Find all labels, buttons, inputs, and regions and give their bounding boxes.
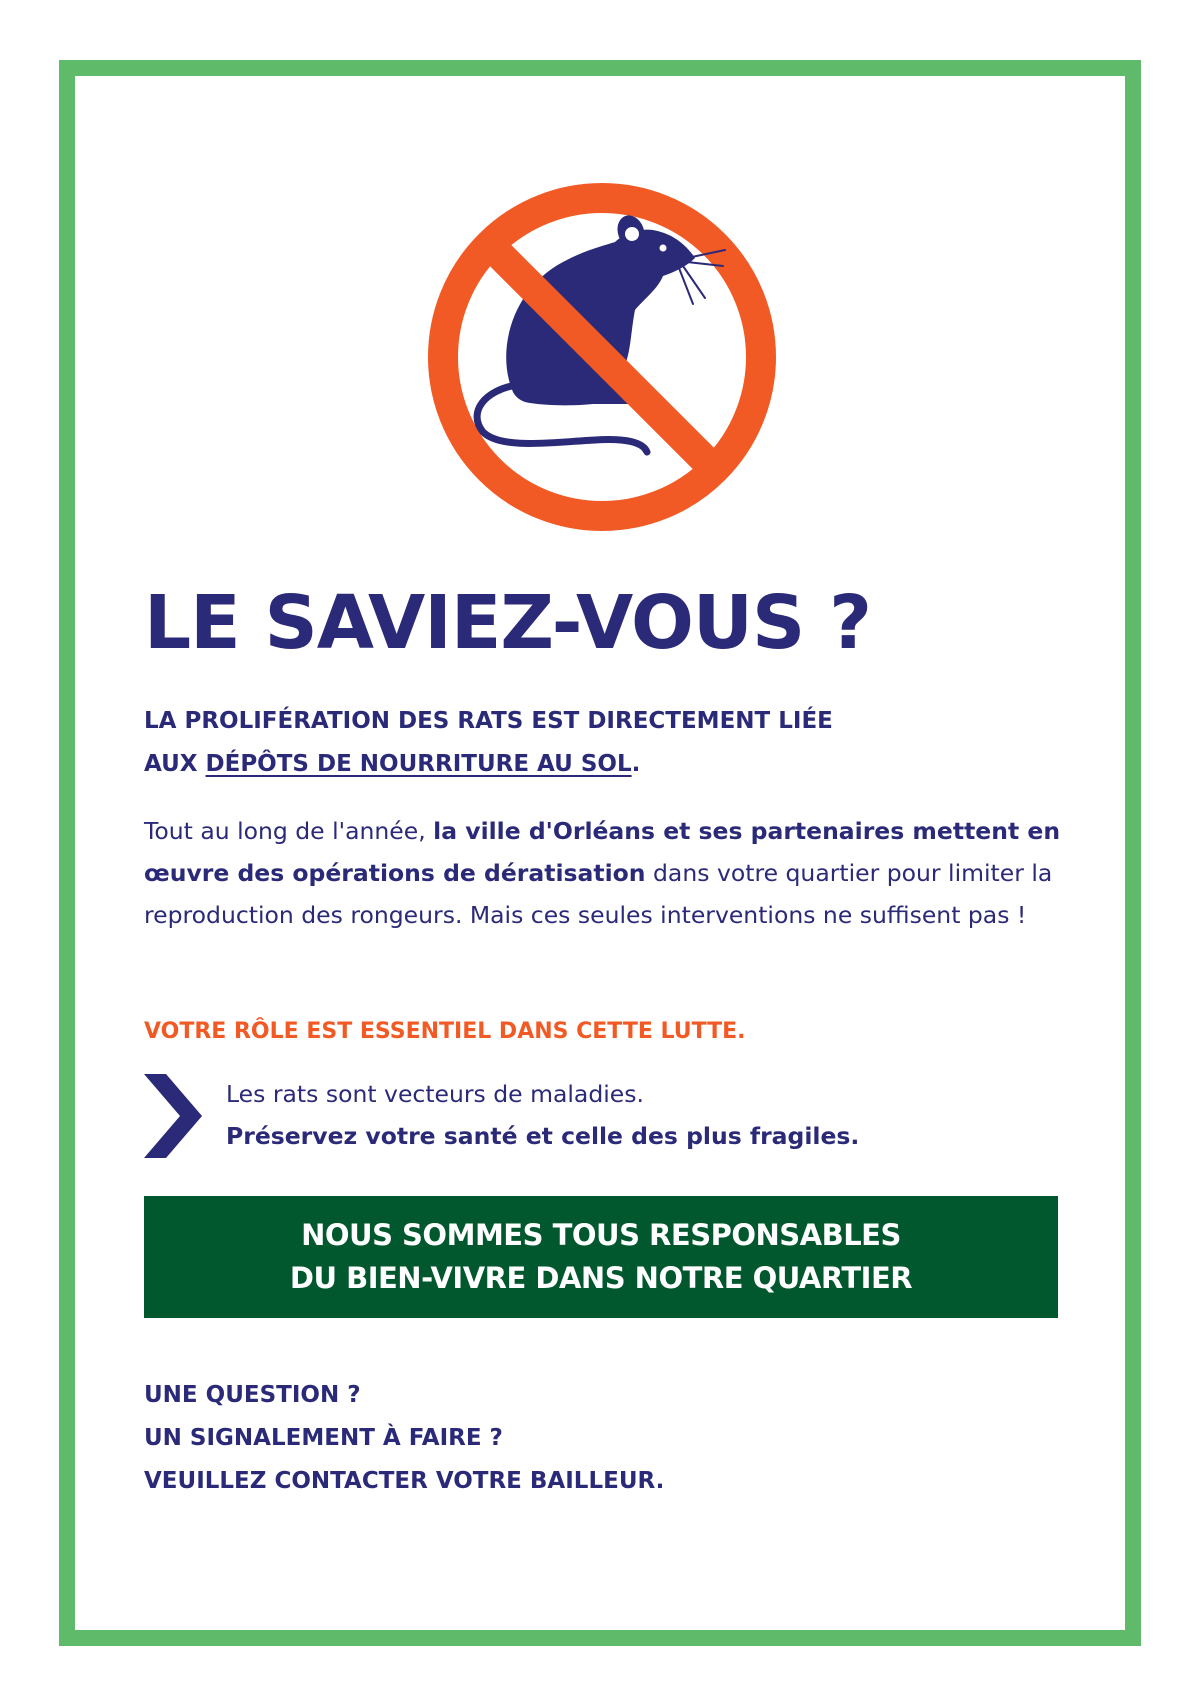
contact-line-2: UN SIGNALEMENT À FAIRE ? <box>144 1425 503 1451</box>
page-title: LE SAVIEZ-VOUS ? <box>144 580 871 666</box>
intro-underlined-text: DÉPÔTS DE NOURRITURE AU SOL <box>205 751 632 777</box>
body-paragraph <box>144 810 1084 936</box>
body-text-bold: la ville d'Orléans et ses partenaires mettent en œuvre des opérations de dératisation <box>144 817 1061 887</box>
bullet-line-1: Les rats sont vecteurs de maladies. <box>226 1080 644 1108</box>
bullet-line-2: Préservez votre santé et celle des plus fragiles. <box>226 1122 860 1150</box>
contact-line-3: VEUILLEZ CONTACTER VOTRE BAILLEUR. <box>144 1468 665 1494</box>
intro-line-2-prefix: AUX <box>144 751 206 777</box>
role-callout: VOTRE RÔLE EST ESSENTIEL DANS CETTE LUTTE. <box>144 1019 746 1044</box>
chevron-right-icon <box>142 1070 204 1162</box>
body-text-part2: dans votre quartier pour limiter la reproduction des rongeurs. Mais ces seules interventions ne suffisent pas ! <box>144 859 1053 929</box>
intro-line-1: LA PROLIFÉRATION DES RATS EST DIRECTEMENT LIÉE <box>144 708 833 734</box>
no-rats-prohibition-icon <box>425 180 779 534</box>
intro-line-2 <box>144 743 1084 786</box>
contact-info <box>144 1374 1044 1503</box>
banner-line-1: NOUS SOMMES TOUS RESPONSABLES <box>301 1218 901 1252</box>
body-text-part1: Tout au long de l'année, <box>144 817 434 845</box>
banner-line-2: DU BIEN-VIVRE DANS NOTRE QUARTIER <box>289 1261 913 1295</box>
bullet-item <box>226 1073 1086 1157</box>
intro-text <box>144 700 1084 786</box>
intro-line-2-suffix: . <box>631 751 641 777</box>
responsibility-banner <box>144 1196 1058 1318</box>
contact-line-1: UNE QUESTION ? <box>144 1382 361 1408</box>
